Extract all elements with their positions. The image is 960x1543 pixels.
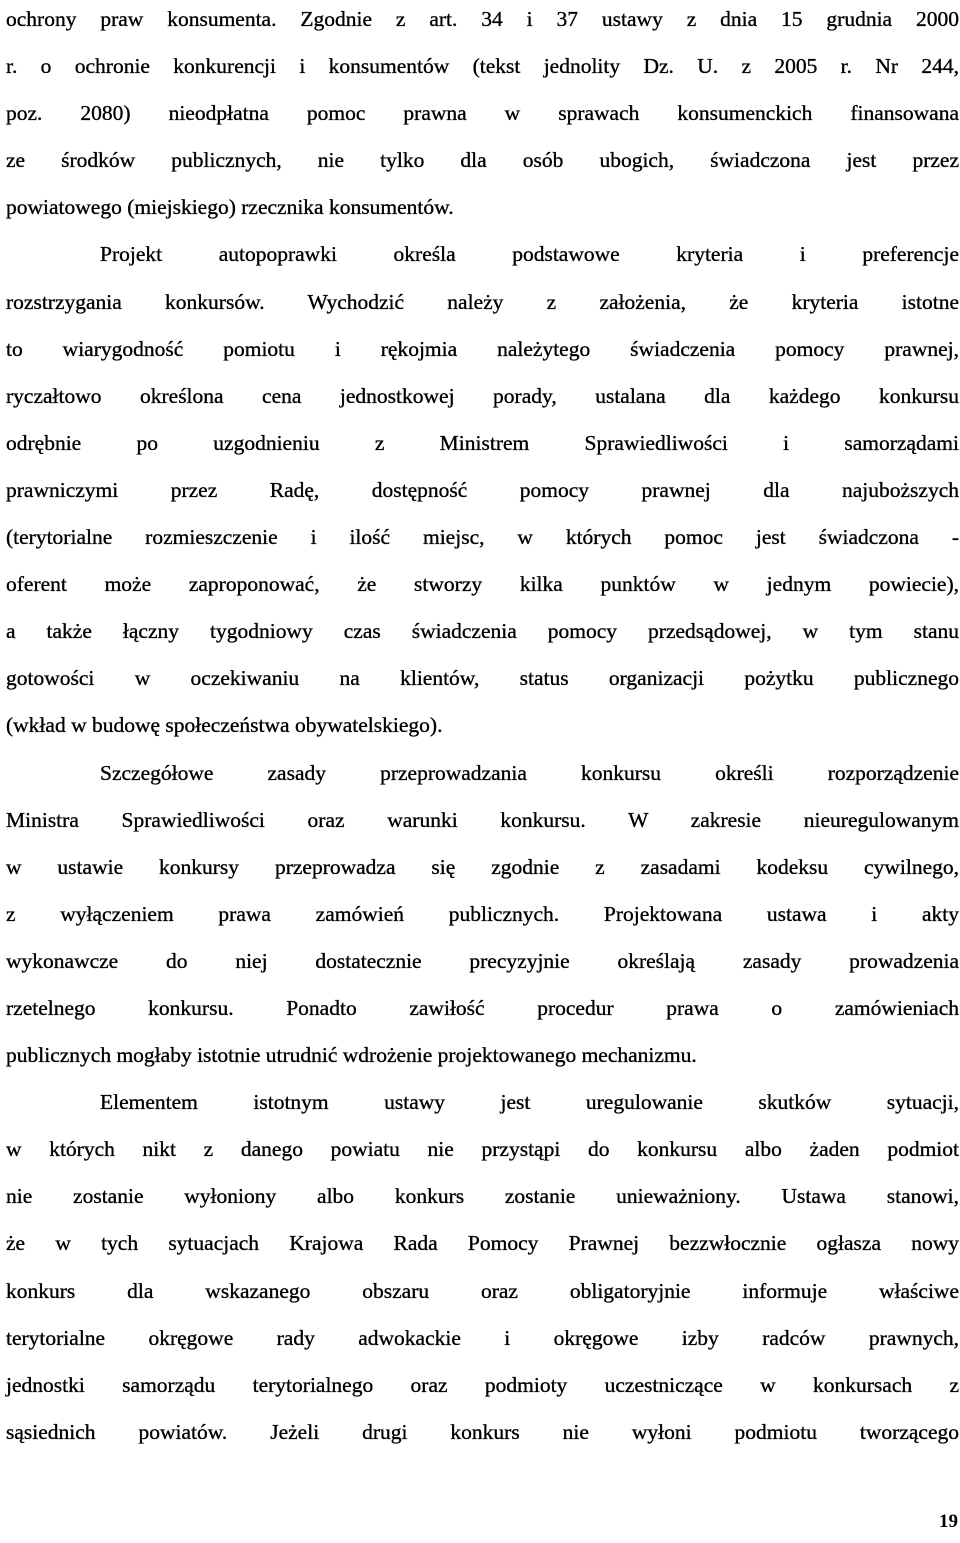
text-line: sąsiednich powiatów. Jeżeli drugi konkurs nie wyłoni podmiotu tworzącego xyxy=(6,1419,959,1444)
text-line: gotowości w oczekiwaniu na klientów, status organizacji pożytku publicznego xyxy=(6,666,959,691)
text-line: nie zostanie wyłoniony albo konkurs zostanie unieważniony. Ustawa stanowi, xyxy=(6,1184,959,1209)
text-line: odrębnie po uzgodnieniu z Ministrem Sprawiedliwości i samorządami xyxy=(6,430,959,455)
text-line: to wiarygodność pomiotu i rękojmia należytego świadczenia pomocy prawnej, xyxy=(6,336,959,361)
text-line: ryczałtowo określona cena jednostkowej porady, ustalana dla każdego konkursu xyxy=(6,383,959,408)
document-body xyxy=(6,0,959,1456)
text-line: rozstrzygania konkursów. Wychodzić należy z założenia, że kryteria istotne xyxy=(6,289,959,314)
paragraph-4 xyxy=(6,1079,959,1456)
paragraph-3 xyxy=(6,750,959,1080)
text-line: r. o ochronie konkurencji i konsumentów (tekst jednolity Dz. U. z 2005 r. Nr 244, xyxy=(6,54,959,79)
text-line: wykonawcze do niej dostatecznie precyzyjnie określają zasady prowadzenia xyxy=(6,948,959,973)
text-line: Elementem istotnym ustawy jest uregulowanie skutków sytuacji, xyxy=(100,1090,959,1115)
text-line: z wyłączeniem prawa zamówień publicznych. Projektowana ustawa i akty xyxy=(6,901,959,926)
text-line: Szczegółowe zasady przeprowadzania konkursu określi rozporządzenie xyxy=(100,760,959,785)
text-line: terytorialne okręgowe rady adwokackie i okręgowe izby radców prawnych, xyxy=(6,1325,959,1350)
text-line: rzetelnego konkursu. Ponadto zawiłość procedur prawa o zamówieniach xyxy=(6,995,959,1020)
text-line: ze środków publicznych, nie tylko dla osób ubogich, świadczona jest przez xyxy=(6,148,959,173)
text-line: Ministra Sprawiedliwości oraz warunki konkursu. W zakresie nieuregulowanym xyxy=(6,807,959,832)
text-line: że w tych sytuacjach Krajowa Rada Pomocy Prawnej bezzwłocznie ogłasza nowy xyxy=(6,1231,959,1256)
text-line: w ustawie konkursy przeprowadza się zgodnie z zasadami kodeksu cywilnego, xyxy=(6,854,959,879)
text-line: powiatowego (miejskiego) rzecznika konsumentów. xyxy=(6,195,454,220)
text-line: w których nikt z danego powiatu nie przystąpi do konkursu albo żaden podmiot xyxy=(6,1137,959,1162)
text-line: oferent może zaproponować, że stworzy kilka punktów w jednym powiecie), xyxy=(6,572,959,597)
text-line: poz. 2080) nieodpłatna pomoc prawna w sprawach konsumenckich finansowana xyxy=(6,101,959,126)
text-line: jednostki samorządu terytorialnego oraz podmioty uczestniczące w konkursach z xyxy=(6,1372,959,1397)
text-line: konkurs dla wskazanego obszaru oraz obligatoryjnie informuje właściwe xyxy=(6,1278,959,1303)
paragraph-1 xyxy=(6,0,959,231)
text-line: (terytorialne rozmieszczenie i ilość miejsc, w których pomoc jest świadczona - xyxy=(6,525,959,550)
text-line: prawniczymi przez Radę, dostępność pomocy prawnej dla najuboższych xyxy=(6,477,959,502)
text-line: publicznych mogłaby istotnie utrudnić wdrożenie projektowanego mechanizmu. xyxy=(6,1043,697,1068)
text-line: (wkład w budowę społeczeństwa obywatelskiego). xyxy=(6,713,443,738)
paragraph-2 xyxy=(6,231,959,749)
text-line: a także łączny tygodniowy czas świadczenia pomocy przedsądowej, w tym stanu xyxy=(6,619,959,644)
text-line: ochrony praw konsumenta. Zgodnie z art. 34 i 37 ustawy z dnia 15 grudnia 2000 xyxy=(6,7,959,31)
text-line: Projekt autopoprawki określa podstawowe kryteria i preferencje xyxy=(100,242,959,267)
page-number: 19 xyxy=(939,1511,958,1532)
